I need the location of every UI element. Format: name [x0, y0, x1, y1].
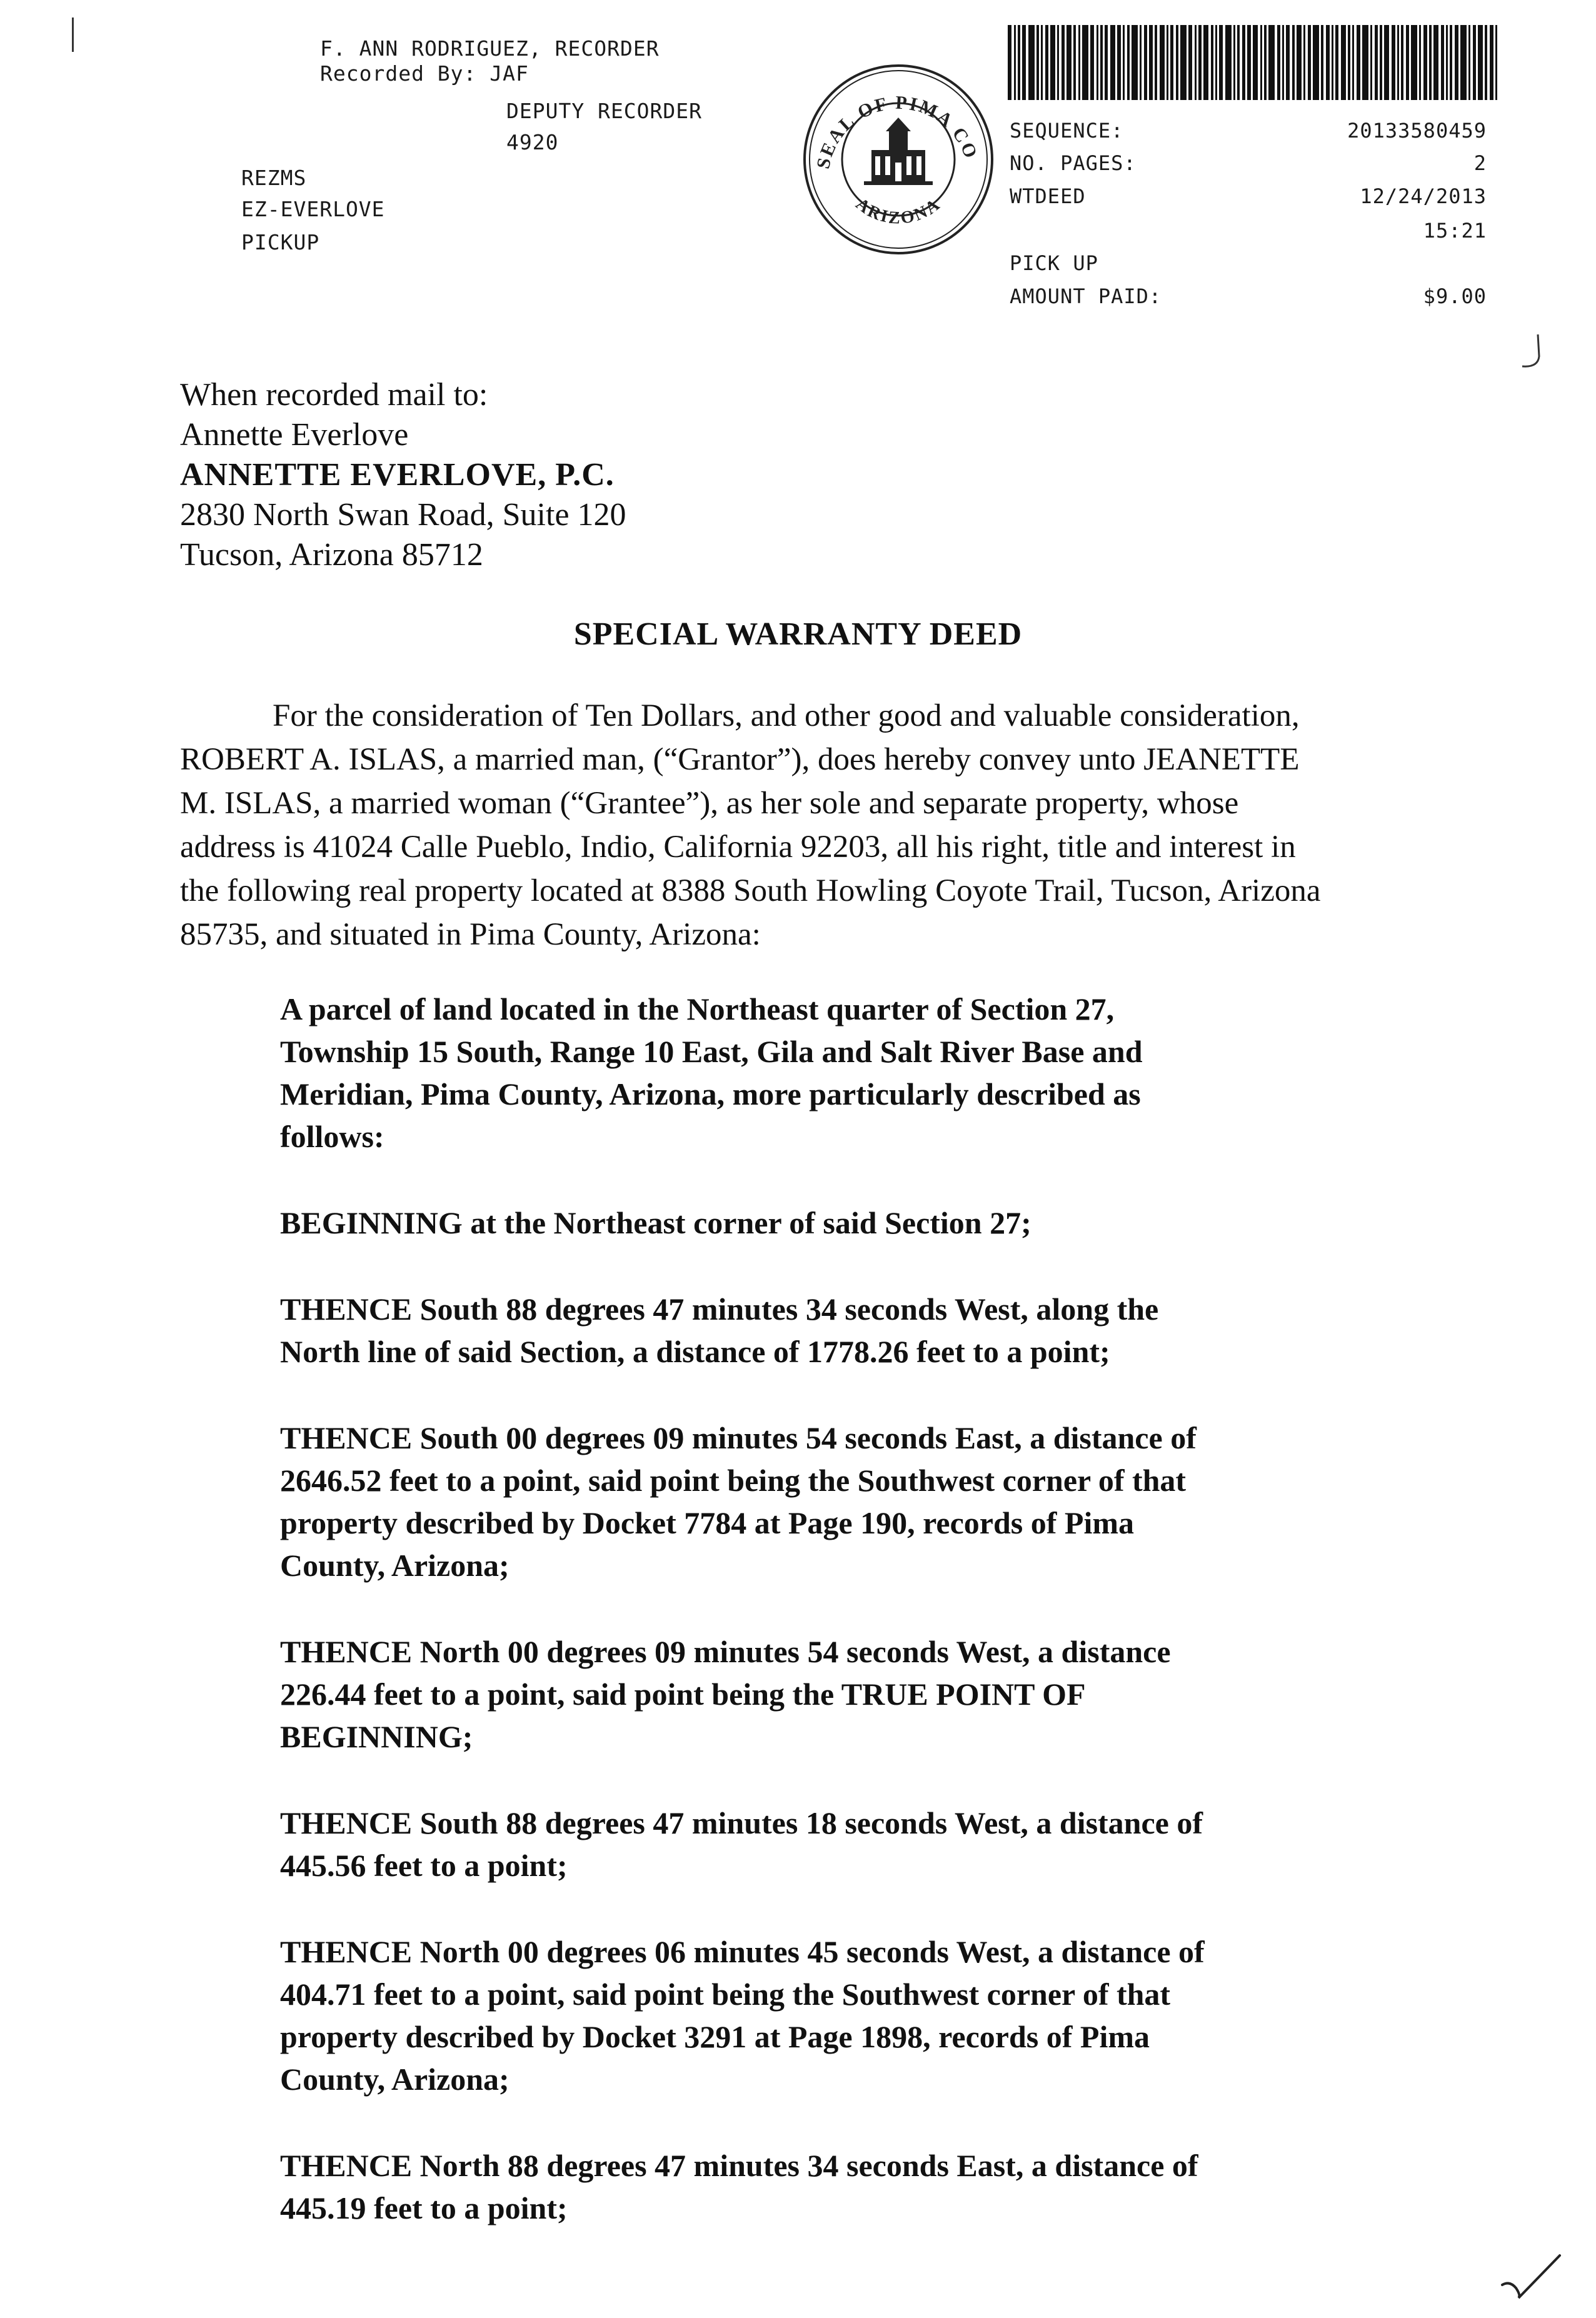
barcode-bar	[1144, 25, 1147, 100]
legal-line: THENCE South 00 degrees 09 minutes 54 seconds East, a distance of	[280, 1420, 1197, 1455]
barcode-bar	[1160, 25, 1165, 100]
recorder-name: F. ANN RODRIGUEZ, RECORDER	[320, 36, 660, 61]
document-barcode	[1008, 25, 1508, 100]
barcode-bar	[1170, 25, 1173, 100]
barcode-bar	[1127, 25, 1130, 100]
barcode-bar	[1022, 25, 1026, 100]
legal-line: property described by Docket 3291 at Page 1898, records of Pima	[280, 2019, 1150, 2054]
seal-top-text: SEAL OF PIMA CO	[813, 92, 982, 171]
barcode-bar	[1100, 25, 1103, 100]
barcode-bar	[1225, 25, 1232, 100]
legal-line: BEGINNING;	[280, 1719, 473, 1754]
seal-building-icon	[864, 118, 933, 185]
barcode-bar	[1446, 25, 1448, 100]
legal-line: County, Arizona;	[280, 1548, 509, 1583]
barcode-bar	[1411, 25, 1417, 100]
legal-line: BEGINNING at the Northeast corner of said Section 27;	[280, 1205, 1031, 1240]
recording-date: 12/24/2013	[1360, 184, 1487, 208]
barcode-bar	[1370, 25, 1372, 100]
deed-title: SPECIAL WARRANTY DEED	[573, 616, 1023, 652]
barcode-bar	[1397, 25, 1399, 100]
legal-paragraph	[280, 1930, 1343, 2100]
mail-to-intro: When recorded mail to:	[180, 377, 488, 413]
barcode-bar	[1468, 25, 1470, 100]
recorded-by-label: Recorded By:	[320, 61, 477, 86]
barcode-bar	[1110, 25, 1115, 100]
barcode-bar	[1357, 25, 1360, 100]
seal-bottom-text: ARIZONA	[851, 194, 945, 228]
barcode-bar	[1242, 25, 1245, 100]
legal-line: 445.56 feet to a point;	[280, 1848, 568, 1883]
mail-to-firm: ANNETTE EVERLOVE, P.C.	[180, 457, 615, 493]
barcode-bar	[1198, 25, 1202, 100]
checkmark-icon	[1497, 2250, 1566, 2307]
barcode-bar	[1167, 25, 1168, 100]
barcode-bar	[1429, 25, 1432, 100]
recorded-by-value: JAF	[489, 61, 529, 86]
barcode-bar	[1460, 25, 1467, 100]
barcode-bar	[1321, 25, 1323, 100]
legal-line: 404.71 feet to a point, said point being the Southwest corner of that	[280, 1977, 1171, 2012]
seal-graphic	[801, 63, 995, 256]
document-type: WTDEED	[1010, 184, 1086, 208]
barcode-bar	[1195, 25, 1197, 100]
barcode-bar	[1090, 25, 1094, 100]
legal-line: A parcel of land located in the Northeast quarter of Section 27,	[280, 991, 1115, 1026]
barcode-bar	[1078, 25, 1080, 100]
barcode-bar	[1203, 25, 1208, 100]
barcode-bar	[1082, 25, 1088, 100]
consideration-line: For the consideration of Ten Dollars, and other good and valuable consideration,	[273, 698, 1300, 733]
barcode-bar	[1490, 25, 1493, 100]
barcode-bar	[1292, 25, 1295, 100]
legal-line: property described by Docket 7784 at Page 190, records of Pima	[280, 1505, 1134, 1540]
barcode-bar	[1061, 25, 1065, 100]
barcode-bar	[1028, 25, 1035, 100]
barcode-bar	[1380, 25, 1382, 100]
barcode-bar	[1473, 25, 1476, 100]
barcode-bar	[1237, 25, 1240, 100]
barcode-bar	[1117, 25, 1121, 100]
barcode-bar	[1097, 25, 1098, 100]
svg-text:ARIZONA	[852, 194, 945, 228]
barcode-bar	[1348, 25, 1350, 100]
barcode-bar	[1401, 25, 1403, 100]
barcode-bar	[1149, 25, 1153, 100]
legal-paragraph	[280, 2144, 1343, 2229]
barcode-bar	[1014, 25, 1016, 100]
barcode-bar	[1495, 25, 1497, 100]
sequence-label: SEQUENCE:	[1010, 119, 1124, 143]
barcode-bar	[1455, 25, 1458, 100]
mail-to-city: Tucson, Arizona 85712	[180, 537, 483, 573]
barcode-bar	[1123, 25, 1125, 100]
barcode-bar	[1433, 25, 1438, 100]
legal-paragraph	[280, 1802, 1343, 1887]
consideration-line: ROBERT A. ISLAS, a married man, (“Grantor”), does hereby convey unto JEANETTE	[180, 742, 1300, 777]
barcode-bar	[1392, 25, 1395, 100]
code-rezms: REZMS	[241, 166, 307, 190]
barcode-bar	[1188, 25, 1192, 100]
legal-paragraph	[280, 988, 1343, 1158]
barcode-bar	[1180, 25, 1187, 100]
barcode-bar	[1268, 25, 1275, 100]
barcode-bar	[1253, 25, 1258, 100]
barcode-bar	[1041, 25, 1043, 100]
barcode-bar	[1105, 25, 1108, 100]
legal-line: County, Arizona;	[280, 2062, 509, 2097]
legal-paragraph	[280, 1202, 1343, 1244]
county-seal	[801, 63, 995, 256]
legal-paragraph	[280, 1630, 1343, 1758]
barcode-bar	[1326, 25, 1330, 100]
recorded-by	[320, 61, 529, 86]
consideration-line: the following real property located at 8388 South Howling Coyote Trail, Tucson, Arizona	[180, 873, 1321, 908]
legal-line: 226.44 feet to a point, said point being the TRUE POINT OF	[280, 1677, 1086, 1712]
barcode-bar	[1332, 25, 1333, 100]
barcode-bar	[1132, 25, 1138, 100]
barcode-bar	[1045, 25, 1048, 100]
barcode-bar	[1067, 25, 1072, 100]
legal-line: THENCE South 88 degrees 47 minutes 18 seconds West, a distance of	[280, 1805, 1203, 1840]
barcode-bar	[1352, 25, 1354, 100]
legal-line: Township 15 South, Range 10 East, Gila and Salt River Base and	[280, 1034, 1143, 1069]
legal-line: THENCE North 88 degrees 47 minutes 34 seconds East, a distance of	[280, 2148, 1198, 2183]
pickup-label: PICK UP	[1010, 251, 1098, 275]
sequence-value: 20133580459	[1347, 119, 1487, 143]
barcode-bar	[1308, 25, 1311, 100]
consideration-paragraph	[180, 694, 1430, 956]
barcode-bar	[1341, 25, 1346, 100]
barcode-bar	[1211, 25, 1213, 100]
barcode-bar	[1073, 25, 1076, 100]
barcode-bar	[1313, 25, 1319, 100]
consideration-line: 85735, and situated in Pima County, Arizona:	[180, 917, 761, 952]
barcode-bar	[1406, 25, 1409, 100]
consideration-line: M. ISLAS, a married woman (“Grantee”), as her sole and separate property, whose	[180, 786, 1239, 821]
deputy-number: 4920	[506, 130, 559, 154]
consideration-line: address is 41024 Calle Pueblo, Indio, California 92203, all his right, title and interest in	[180, 830, 1296, 865]
barcode-bar	[1260, 25, 1262, 100]
legal-description	[280, 988, 1343, 2273]
code-everlove: EZ-EVERLOVE	[241, 197, 385, 221]
code-pickup: PICKUP	[241, 230, 320, 254]
barcode-bar	[1233, 25, 1235, 100]
barcode-bar	[1140, 25, 1142, 100]
legal-paragraph	[280, 1417, 1343, 1587]
barcode-bar	[1277, 25, 1280, 100]
mail-to-name: Annette Everlove	[180, 417, 409, 453]
barcode-bar	[1247, 25, 1251, 100]
pages-label: NO. PAGES:	[1010, 151, 1137, 175]
barcode-bar	[1297, 25, 1302, 100]
barcode-bar	[1057, 25, 1059, 100]
barcode-bar	[1050, 25, 1055, 100]
legal-line: THENCE North 00 degrees 09 minutes 54 seconds West, a distance	[280, 1634, 1171, 1669]
barcode-bar	[1286, 25, 1290, 100]
barcode-bar	[1018, 25, 1020, 100]
legal-line: 445.19 feet to a point;	[280, 2190, 568, 2225]
barcode-bar	[1450, 25, 1452, 100]
barcode-bar	[1264, 25, 1267, 100]
barcode-bar	[1478, 25, 1483, 100]
barcode-bar	[1384, 25, 1389, 100]
barcode-bar	[1423, 25, 1427, 100]
legal-paragraph	[280, 1288, 1343, 1373]
margin-hook-mark	[1519, 331, 1557, 375]
recording-time: 15:21	[1423, 219, 1487, 243]
barcode-bar	[1155, 25, 1157, 100]
barcode-bar	[1282, 25, 1284, 100]
mail-to-block	[180, 375, 626, 575]
amount-label: AMOUNT PAID:	[1010, 284, 1162, 308]
legal-line: North line of said Section, a distance of 1778.26 feet to a point;	[280, 1334, 1110, 1369]
barcode-bar	[1419, 25, 1421, 100]
deputy-title: DEPUTY RECORDER	[506, 99, 703, 123]
barcode-bar	[1176, 25, 1178, 100]
barcode-bar	[1441, 25, 1444, 100]
barcode-bar	[1335, 25, 1338, 100]
legal-line: THENCE South 88 degrees 47 minutes 34 seconds West, along the	[280, 1292, 1159, 1327]
mail-to-street: 2830 North Swan Road, Suite 120	[180, 497, 626, 533]
legal-line: Meridian, Pima County, Arizona, more particularly described as	[280, 1076, 1141, 1111]
legal-line: 2646.52 feet to a point, said point being the Southwest corner of that	[280, 1463, 1187, 1498]
barcode-bar	[1362, 25, 1368, 100]
legal-line: THENCE North 00 degrees 06 minutes 45 seconds West, a distance of	[280, 1934, 1205, 1969]
amount-value: $9.00	[1423, 284, 1487, 308]
barcode-bar	[1303, 25, 1305, 100]
scan-mark	[72, 18, 74, 52]
barcode-bar	[1219, 25, 1223, 100]
barcode-bar	[1036, 25, 1039, 100]
barcode-bar	[1375, 25, 1378, 100]
barcode-bar	[1215, 25, 1217, 100]
barcode-bar	[1485, 25, 1487, 100]
legal-line: follows:	[280, 1119, 384, 1154]
pages-value: 2	[1473, 151, 1487, 175]
barcode-bar	[1008, 25, 1011, 100]
